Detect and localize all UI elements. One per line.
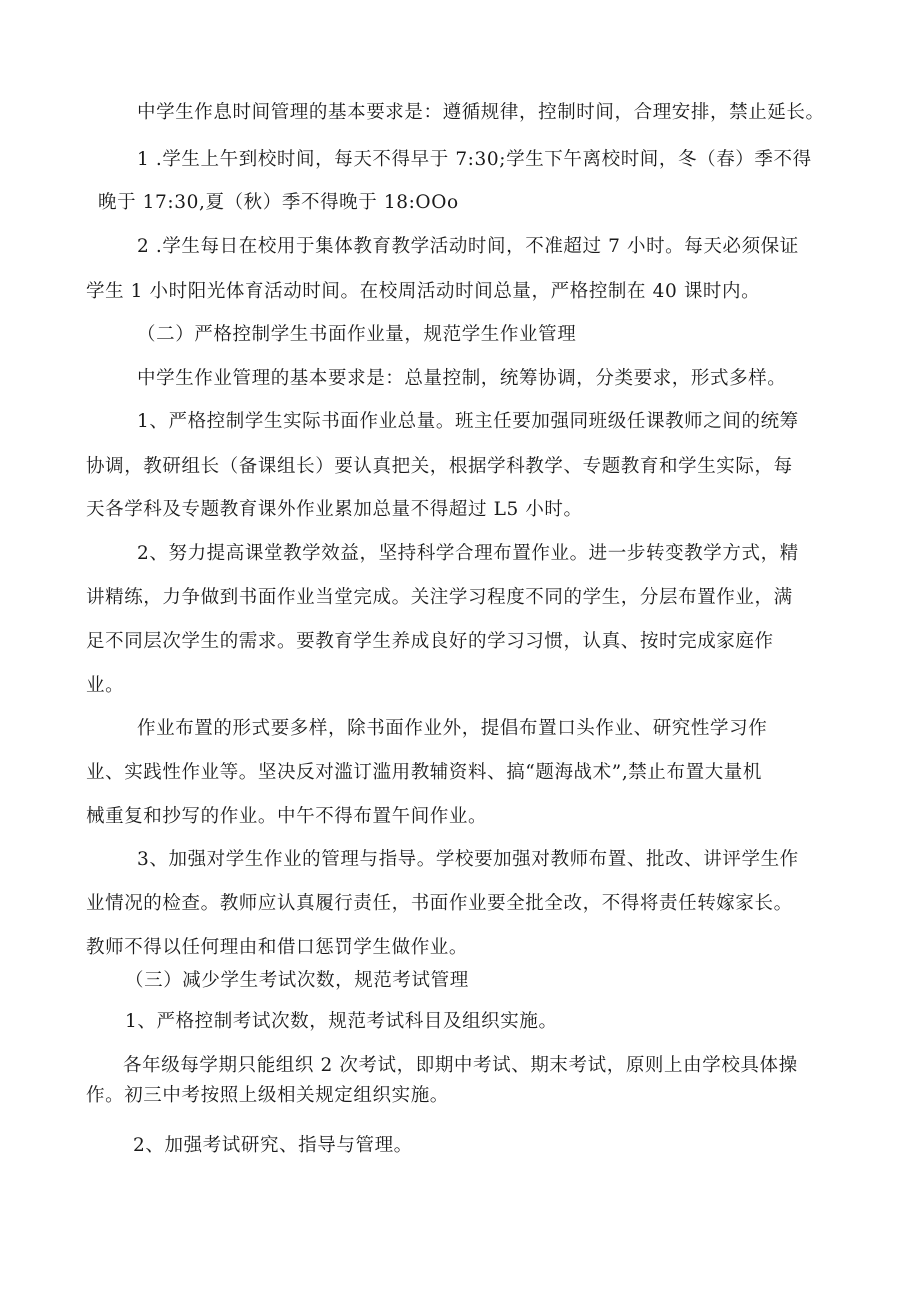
paragraph-line: 2 .学生每日在校用于集体教育教学活动时间，不准超过 7 小时。每天必须保证 [137, 236, 799, 257]
paragraph-line: 中学生作息时间管理的基本要求是：遵循规律，控制时间，合理安排，禁止延长。 [137, 102, 825, 123]
paragraph-line: 业情况的检查。教师应认真履行责任，书面作业要全批全改，不得将责任转嫁家长。 [86, 893, 793, 914]
paragraph-line: 1 .学生上午到校时间，每天不得早于 7:30;学生下午离校时间，冬（春）季不得 [137, 149, 812, 170]
paragraph-line: 2、加强考试研究、指导与管理。 [133, 1135, 413, 1156]
section-heading: （二）严格控制学生书面作业量，规范学生作业管理 [137, 324, 577, 345]
paragraph-line: 讲精练，力争做到书面作业当堂完成。关注学习程度不同的学生，分层布置作业，满 [86, 587, 793, 608]
paragraph-line: 1、严格控制学生实际书面作业总量。班主任要加强同班级任课教师之间的统筹 [137, 411, 799, 432]
paragraph-line: 1、严格控制考试次数，规范考试科目及组织实施。 [125, 1011, 558, 1032]
paragraph-line: 各年级每学期只能组织 2 次考试，即期中考试、期末考试，原则上由学校具体操 [123, 1055, 798, 1076]
paragraph-line: 协调，教研组长（备课组长）要认真把关，根据学科教学、专题教育和学生实际，每 [86, 456, 793, 477]
paragraph-line: 足不同层次学生的需求。要教育学生养成良好的学习习惯，认真、按时完成家庭作 [86, 631, 774, 652]
paragraph-line: 学生 1 小时阳光体育活动时间。在校周活动时间总量，严格控制在 40 课时内。 [86, 281, 761, 302]
paragraph-line: 业、实践性作业等。坚决反对滥订滥用教辅资料、搞“题海战术”,禁止布置大量机 [86, 762, 762, 783]
paragraph-line: 业。 [86, 675, 125, 696]
paragraph-line: 晚于 17:30,夏（秋）季不得晚于 18:OOo [98, 192, 459, 213]
paragraph-line: 天各学科及专题教育课外作业累加总量不得超过 L5 小时。 [86, 499, 583, 520]
paragraph-line: 中学生作业管理的基本要求是：总量控制，统筹协调，分类要求，形式多样。 [137, 368, 787, 389]
paragraph-line: 3、加强对学生作业的管理与指导。学校要加强对教师布置、批改、讲评学生作 [137, 849, 799, 870]
paragraph-line: 教师不得以任何理由和借口惩罚学生做作业。 [86, 937, 469, 958]
paragraph-line: 作。初三中考按照上级相关规定组织实施。 [86, 1085, 449, 1106]
paragraph-line: 2、努力提高课堂教学效益，坚持科学合理布置作业。进一步转变教学方式，精 [137, 543, 799, 564]
paragraph-line: 作业布置的形式要多样，除书面作业外，提倡布置口头作业、研究性学习作 [137, 718, 768, 739]
section-heading: （三）减少学生考试次数，规范考试管理 [125, 970, 469, 991]
paragraph-line: 械重复和抄写的作业。中午不得布置午间作业。 [86, 806, 488, 827]
